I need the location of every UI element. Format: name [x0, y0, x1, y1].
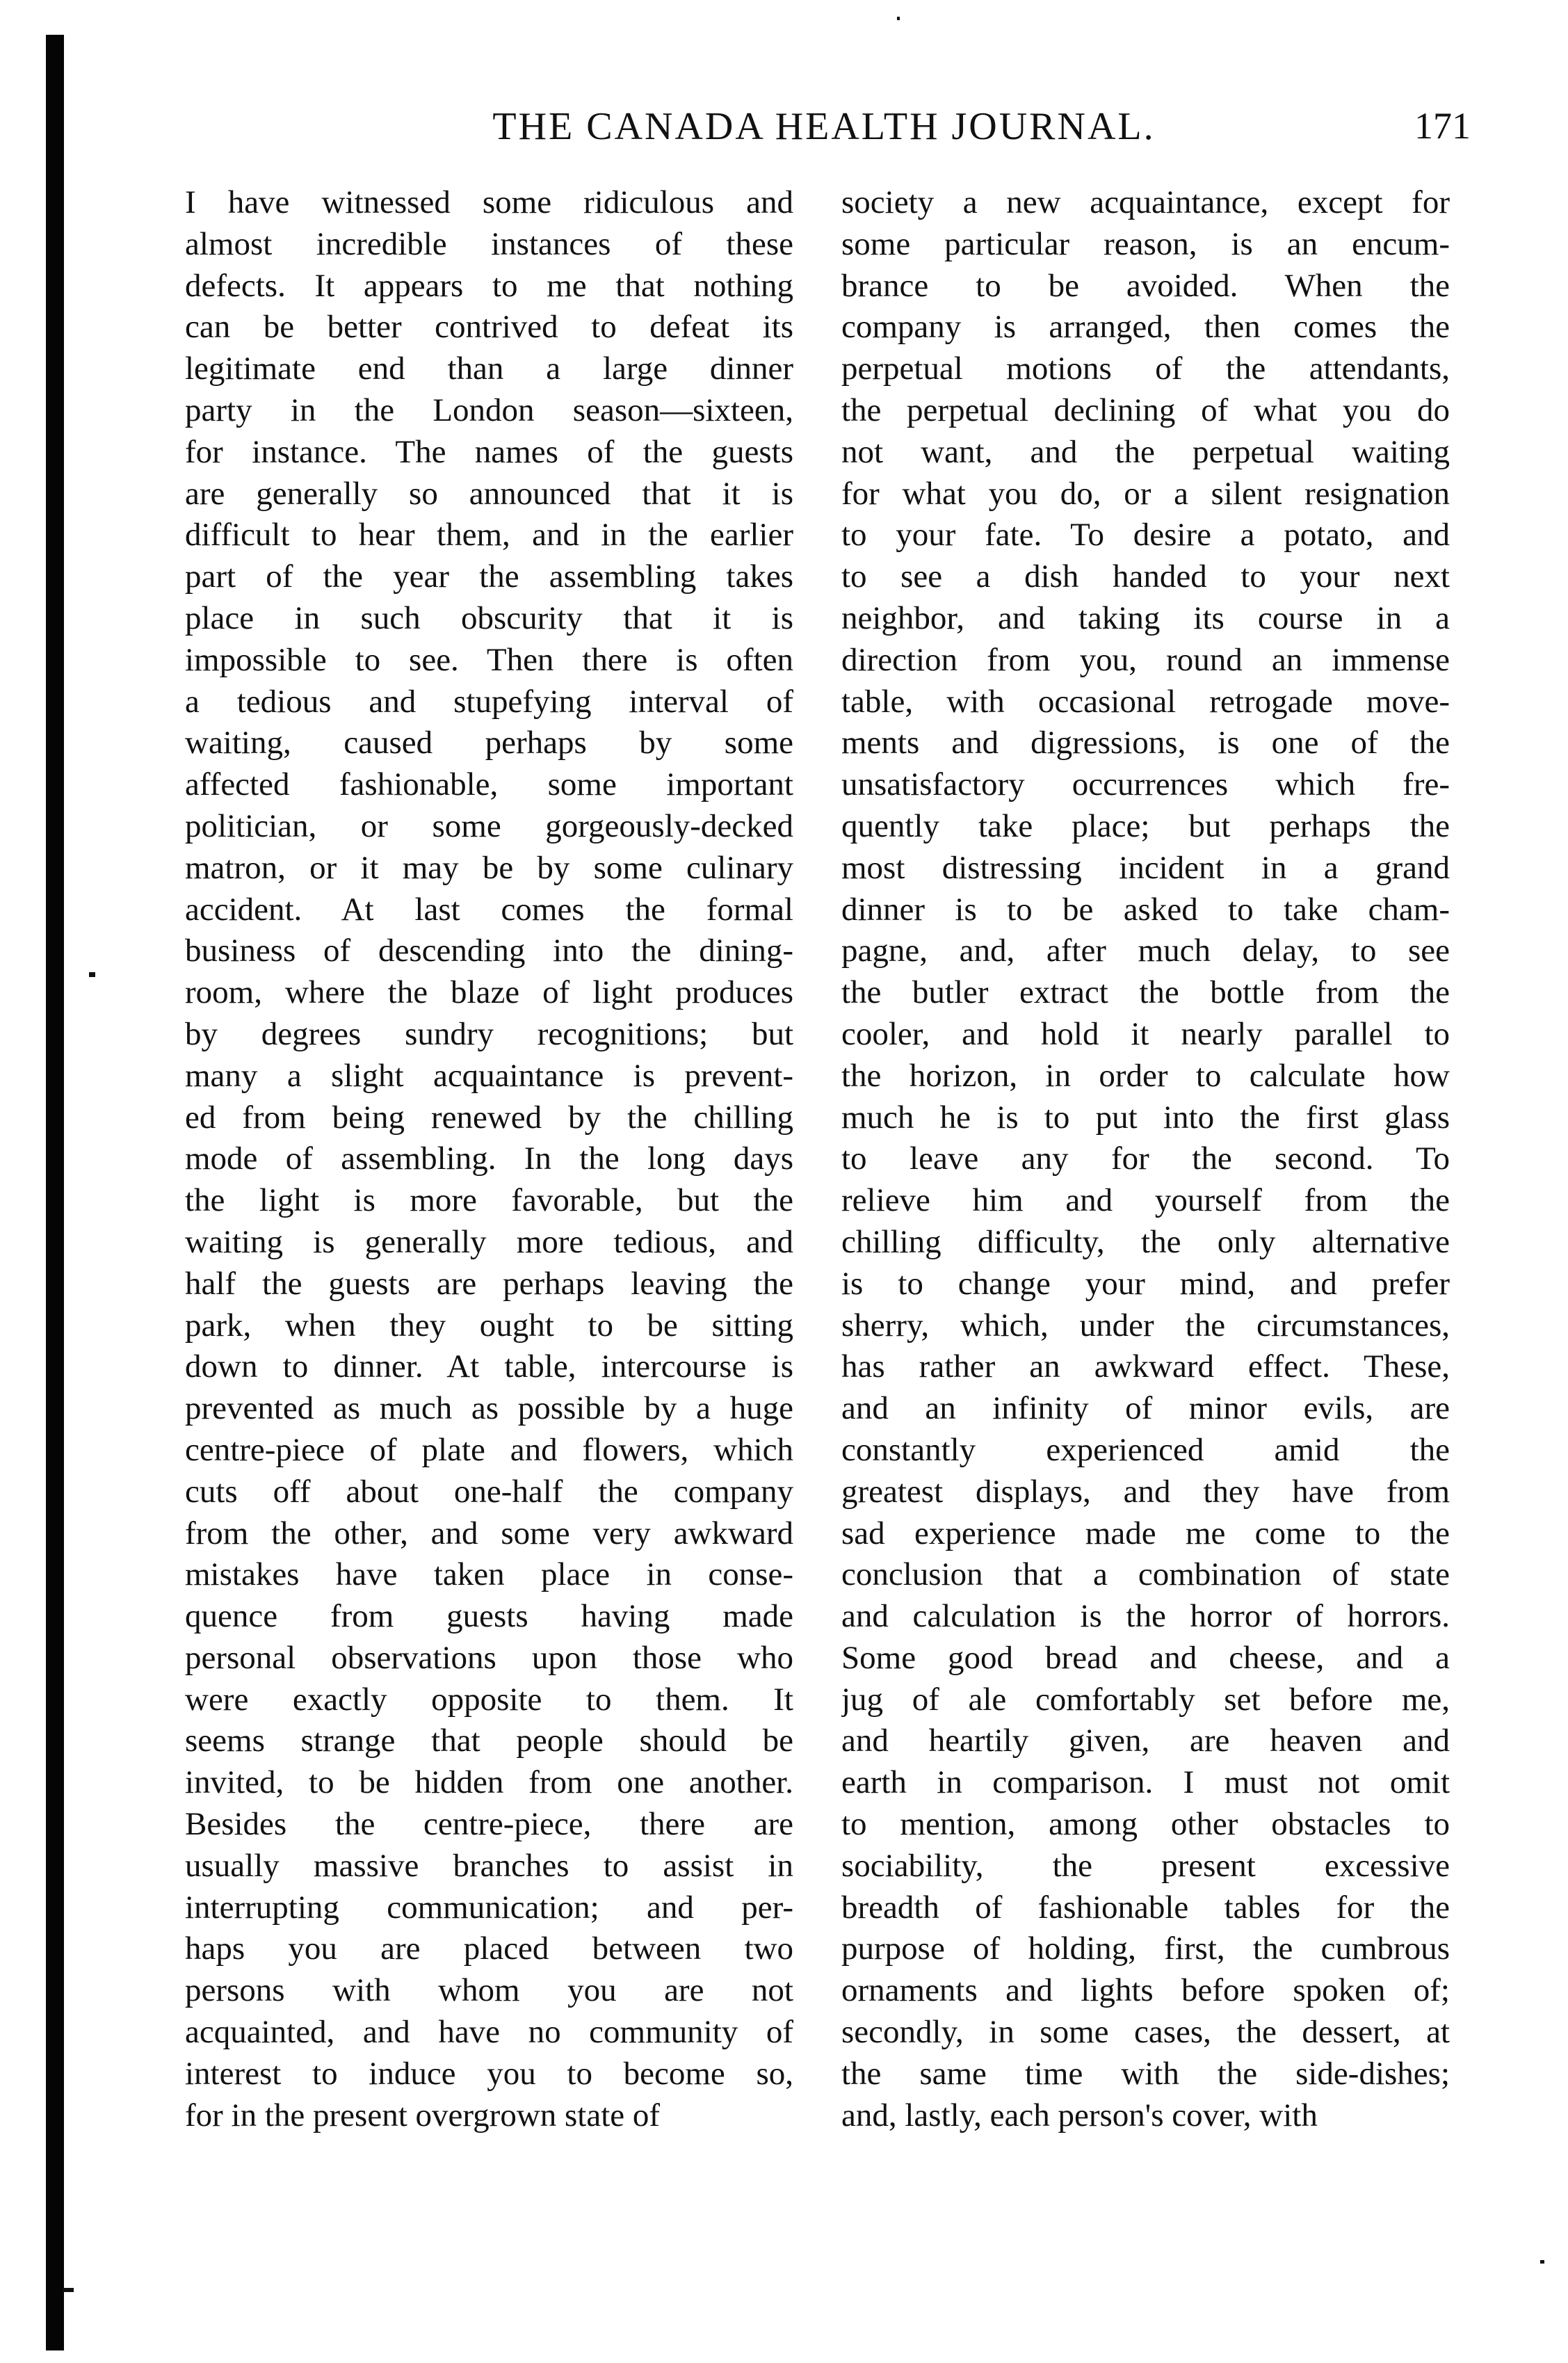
- text-line: and, lastly, each person's cover, with: [841, 2097, 1318, 2134]
- text-line: is to change your mind, and prefer: [841, 1265, 1450, 1302]
- text-line: brance to be avoided. When the: [841, 267, 1450, 304]
- text-line: many a slight acquaintance is prevent-: [185, 1057, 793, 1094]
- text-line: I have witnessed some ridiculous and: [185, 184, 793, 220]
- text-line: secondly, in some cases, the dessert, at: [841, 2014, 1450, 2051]
- text-line: dinner is to be asked to take cham-: [841, 891, 1450, 928]
- text-line: unsatisfactory occurrences which fre-: [841, 766, 1450, 803]
- text-line: society a new acquaintance, except for: [841, 184, 1450, 220]
- text-line: purpose of holding, first, the cumbrous: [841, 1930, 1450, 1967]
- text-line: most distressing incident in a grand: [841, 849, 1450, 886]
- text-line: jug of ale comfortably set before me,: [841, 1681, 1450, 1718]
- text-line: acquainted, and have no community of: [185, 2014, 793, 2051]
- text-line: seems strange that people should be: [185, 1723, 793, 1759]
- text-line: party in the London season—sixteen,: [185, 392, 793, 428]
- text-line: direction from you, round an immense: [841, 641, 1450, 678]
- text-line: the light is more favorable, but the: [185, 1182, 793, 1219]
- text-line: quently take place; but perhaps the: [841, 807, 1450, 844]
- binding-edge: [46, 35, 64, 2350]
- text-line: accident. At last comes the formal: [185, 891, 793, 928]
- text-line: for instance. The names of the guests: [185, 433, 793, 470]
- text-line: to leave any for the second. To: [841, 1140, 1450, 1177]
- text-column-right: [841, 182, 1450, 2136]
- text-line: for what you do, or a silent resignation: [841, 475, 1450, 512]
- margin-speck: [89, 972, 95, 977]
- text-line: neighbor, and taking its course in a: [841, 599, 1450, 636]
- text-line: impossible to see. Then there is often: [185, 641, 793, 678]
- text-line: prevented as much as possible by a huge: [185, 1390, 793, 1427]
- text-line: cuts off about one-half the company: [185, 1473, 793, 1510]
- text-line: business of descending into the dining-: [185, 933, 793, 969]
- text-line: were exactly opposite to them. It: [185, 1681, 793, 1718]
- text-line: from the other, and some very awkward: [185, 1515, 793, 1551]
- text-line: politician, or some gorgeously-decked: [185, 807, 793, 844]
- text-line: cooler, and hold it nearly parallel to: [841, 1015, 1450, 1052]
- journal-title: THE CANADA HEALTH JOURNAL.: [492, 105, 1156, 148]
- text-line: mistakes have taken place in conse-: [185, 1556, 793, 1593]
- text-line: mode of assembling. In the long days: [185, 1140, 793, 1177]
- text-line: to see a dish handed to your next: [841, 558, 1450, 595]
- text-line: invited, to be hidden from one another.: [185, 1764, 793, 1801]
- text-line: quence from guests having made: [185, 1598, 793, 1635]
- text-line: company is arranged, then comes the: [841, 309, 1450, 346]
- text-line: and heartily given, are heaven and: [841, 1723, 1450, 1759]
- text-line: earth in comparison. I must not omit: [841, 1764, 1450, 1801]
- text-line: legitimate end than a large dinner: [185, 350, 793, 387]
- text-line: waiting, caused perhaps by some: [185, 725, 793, 761]
- text-line: breadth of fashionable tables for the: [841, 1889, 1450, 1926]
- text-line: persons with whom you are not: [185, 1972, 793, 2009]
- text-line: the horizon, in order to calculate how: [841, 1057, 1450, 1094]
- text-line: and an infinity of minor evils, are: [841, 1390, 1450, 1427]
- text-line: waiting is generally more tedious, and: [185, 1223, 793, 1260]
- margin-speck: [1540, 2260, 1544, 2264]
- text-line: Some good bread and cheese, and a: [841, 1639, 1450, 1676]
- text-line: table, with occasional retrogade move-: [841, 683, 1450, 720]
- text-line: defects. It appears to me that nothing: [185, 267, 793, 304]
- text-line: relieve him and yourself from the: [841, 1182, 1450, 1219]
- text-line: not want, and the perpetual waiting: [841, 433, 1450, 470]
- text-line: the perpetual declining of what you do: [841, 392, 1450, 428]
- text-line: chilling difficulty, the only alternative: [841, 1223, 1450, 1260]
- text-line: the same time with the side-dishes;: [841, 2055, 1450, 2092]
- text-line: to mention, among other obstacles to: [841, 1806, 1450, 1843]
- text-line: place in such obscurity that it is: [185, 599, 793, 636]
- text-line: difficult to hear them, and in the earlier: [185, 517, 793, 554]
- text-column-left: [185, 182, 793, 2136]
- text-line: half the guests are perhaps leaving the: [185, 1265, 793, 1302]
- margin-speck: [897, 17, 900, 20]
- text-line: by degrees sundry recognitions; but: [185, 1015, 793, 1052]
- text-line: much he is to put into the first glass: [841, 1099, 1450, 1136]
- text-line: interest to induce you to become so,: [185, 2055, 793, 2092]
- text-line: room, where the blaze of light produces: [185, 974, 793, 1011]
- text-line: matron, or it may be by some culinary: [185, 849, 793, 886]
- margin-speck: [63, 2288, 74, 2292]
- text-line: sociability, the present excessive: [841, 1847, 1450, 1884]
- text-line: are generally so announced that it is: [185, 475, 793, 512]
- text-line: can be better contrived to defeat its: [185, 309, 793, 346]
- text-line: down to dinner. At table, intercourse is: [185, 1348, 793, 1385]
- text-line: park, when they ought to be sitting: [185, 1307, 793, 1344]
- text-line: the butler extract the bottle from the: [841, 974, 1450, 1011]
- page-number: 171: [1414, 105, 1471, 147]
- running-header: [177, 104, 1498, 160]
- text-line: centre-piece of plate and flowers, which: [185, 1431, 793, 1468]
- text-line: almost incredible instances of these: [185, 225, 793, 262]
- text-line: conclusion that a combination of state: [841, 1556, 1450, 1593]
- text-line: perpetual motions of the attendants,: [841, 350, 1450, 387]
- text-line: has rather an awkward effect. These,: [841, 1348, 1450, 1385]
- text-line: interrupting communication; and per-: [185, 1889, 793, 1926]
- text-line: to your fate. To desire a potato, and: [841, 517, 1450, 554]
- text-line: greatest displays, and they have from: [841, 1473, 1450, 1510]
- text-line: ments and digressions, is one of the: [841, 725, 1450, 761]
- text-line: part of the year the assembling takes: [185, 558, 793, 595]
- text-line: and calculation is the horror of horrors.: [841, 1598, 1450, 1635]
- text-line: ed from being renewed by the chilling: [185, 1099, 793, 1136]
- text-line: sherry, which, under the circumstances,: [841, 1307, 1450, 1344]
- text-line: a tedious and stupefying interval of: [185, 683, 793, 720]
- text-line: Besides the centre-piece, there are: [185, 1806, 793, 1843]
- text-line: personal observations upon those who: [185, 1639, 793, 1676]
- text-line: affected fashionable, some important: [185, 766, 793, 803]
- text-line: sad experience made me come to the: [841, 1515, 1450, 1551]
- text-line: constantly experienced amid the: [841, 1431, 1450, 1468]
- text-line: ornaments and lights before spoken of;: [841, 1972, 1450, 2009]
- text-line: for in the present overgrown state of: [185, 2097, 661, 2134]
- text-line: pagne, and, after much delay, to see: [841, 933, 1450, 969]
- text-line: some particular reason, is an encum-: [841, 225, 1450, 262]
- text-line: haps you are placed between two: [185, 1930, 793, 1967]
- text-line: usually massive branches to assist in: [185, 1847, 793, 1884]
